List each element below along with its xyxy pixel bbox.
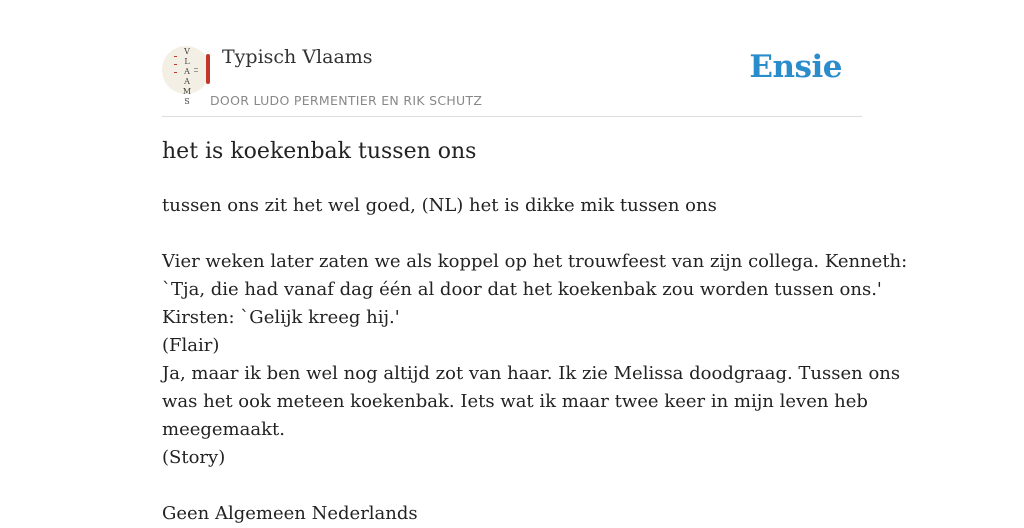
avatar-decoration — [174, 64, 177, 65]
entry-footer-line: Geen Algemeen Nederlands — [162, 503, 418, 524]
entry-definition: tussen ons zit het wel goed, (NL) het is dikke mik tussen ons — [162, 195, 717, 216]
example-line: Vier weken later zaten we als koppel op het trouwfeest van zijn collega. Kenneth: — [162, 251, 908, 272]
entry-term: het is koekenbak tussen ons — [162, 139, 477, 164]
example-line: meegemaakt. — [162, 419, 285, 440]
spacer — [162, 472, 882, 500]
example-line: Ja, maar ik ben wel nog altijd zot van haar. Ik zie Melissa doodgraag. Tussen ons — [162, 363, 901, 384]
avatar-decoration — [194, 71, 198, 72]
example-line: (Story) — [162, 447, 226, 468]
avatar-decoration — [194, 68, 198, 69]
site-header — [162, 46, 862, 117]
blog-avatar[interactable] — [162, 46, 210, 106]
example-line: Kirsten: `Gelijk kreeg hij.' — [162, 307, 400, 328]
example-line: (Flair) — [162, 335, 220, 356]
ensie-logo[interactable]: Ensie — [749, 49, 842, 85]
avatar-decoration — [174, 56, 177, 57]
example-line: was het ook meteen koekenbak. Iets wat ik maar twee keer in mijn leven heb — [162, 391, 868, 412]
blog-title[interactable]: Typisch Vlaams — [222, 46, 373, 68]
avatar-letters: V L A A M S — [182, 47, 192, 106]
blog-byline: DOOR LUDO PERMENTIER EN RIK SCHUTZ — [210, 93, 483, 108]
avatar-decoration — [174, 72, 177, 73]
entry-content — [162, 192, 908, 528]
example-line: `Tja, die had vanaf dag één al door dat het koekenbak zou worden tussen ons.' — [162, 279, 882, 300]
spacer — [162, 220, 882, 248]
avatar-red-bar — [206, 54, 210, 84]
